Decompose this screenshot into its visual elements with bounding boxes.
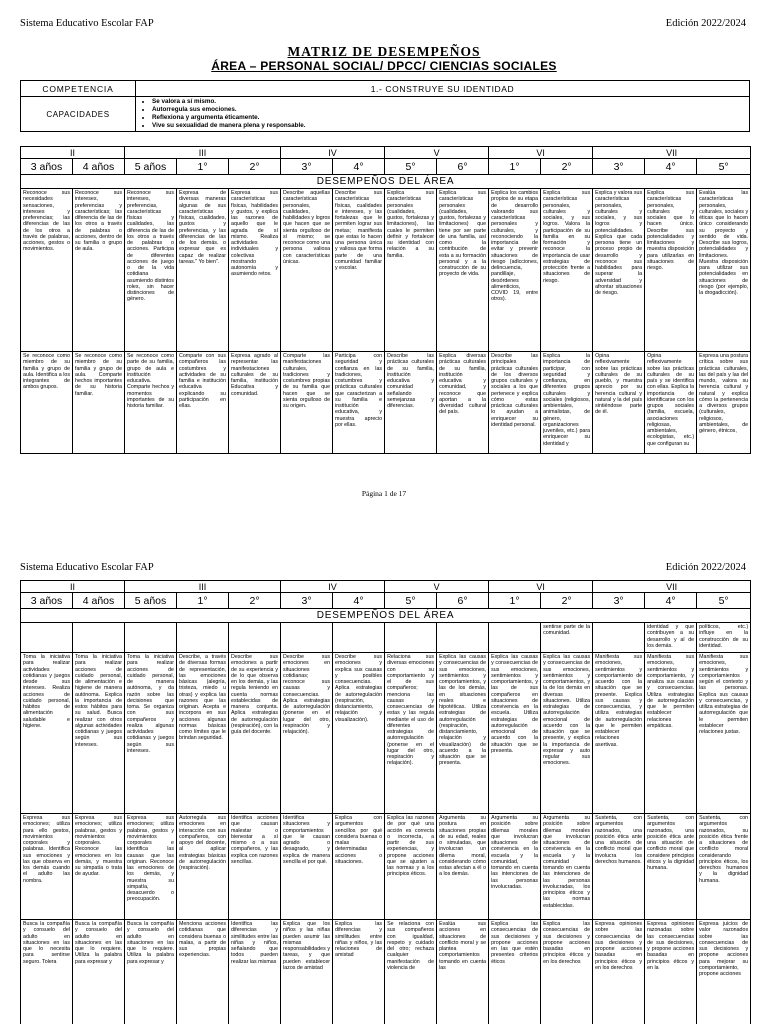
capacidad-item: • Se valora a sí mismo. <box>152 98 749 106</box>
table-cell: Autorregula sus emociones en interacción con sus compañeros, con apoyo del docente, al aplicar estrategias básicas de autorregulación (respiración). <box>177 814 229 920</box>
table-cell: Participa con seguridad y confianza en las tradiciones, costumbres y prácticas culturales que caracterizan a su familia e institución educativa, y muestra aprecio por ellas. <box>333 352 385 454</box>
level-ii: II <box>21 581 125 593</box>
table-cell <box>385 623 437 653</box>
grade-3-primaria: 3° <box>281 593 333 609</box>
table-row <box>21 623 751 653</box>
level-iii: III <box>125 581 281 593</box>
table-cell: Explica y valora sus características personales, culturales y sociales, y sus logros y potencialidades. Explica que cada persona tiene un proceso propio de desarrollo y reconoce sus habilidades para superar la adversidad y afrontar situaciones de riesgo. <box>593 189 645 352</box>
table-row <box>21 189 751 352</box>
competencia-value: 1.- CONSTRUYE SU IDENTIDAD <box>136 81 750 97</box>
header-institution: Sistema Educativo Escolar FAP <box>20 562 154 573</box>
table-row <box>21 352 751 454</box>
table-cell: Sustenta, con argumentos razonados, una posición ética ante una situación de conflicto moral que considere principios éticos y la dignidad humana. <box>645 814 697 920</box>
table-cell: Comparte las manifestaciones culturales, tradiciones y costumbres propias de su familia que hacen que se sienta orgulloso de su origen. <box>281 352 333 454</box>
grade-5-secundaria: 5° <box>697 593 751 609</box>
grade-5-anos: 5 años <box>125 593 177 609</box>
grade-4-primaria: 4° <box>333 593 385 609</box>
table-cell: Explica que los niños y las niñas pueden asumir las mismas responsabilidades y tareas, y que pueden establecer lazos de amistad <box>281 920 333 1024</box>
table-cell: Explica sus características personales, culturales y sociales, y sus logros. Valora la participación de su familia en su formación y reconoce la importancia de usar estrategias de protección frente a situaciones de riesgo. <box>541 189 593 352</box>
capacidad-item: • Reflexiona y argumenta éticamente. <box>152 114 749 122</box>
table-cell: Describe las principales prácticas culturales de los diversos grupos culturales y sociales a los que pertenece y explica cómo estas prácticas culturales lo ayudan a enriquecer su identidad personal. <box>489 352 541 454</box>
grade-header-row <box>21 593 751 609</box>
grade-4-secundaria: 4° <box>645 593 697 609</box>
page-number: Página 1 de 17 <box>361 489 407 498</box>
level-iv: IV <box>281 147 385 159</box>
area-header-row <box>21 609 751 623</box>
table-cell: Describe sus emociones y explica sus causas y posibles consecuencias. Aplica estrategias de autorregulación (respiración, distanciamiento, relajación y visualización). <box>333 653 385 814</box>
grade-1-secundaria: 1° <box>489 593 541 609</box>
grade-2-secundaria: 2° <box>541 159 593 175</box>
table-cell: Argumenta su posición sobre dilemas morales que involucran situaciones de convivencia en la escuela y la comunidad, tomando en cuenta las intenciones de las personas involucradas. <box>489 814 541 920</box>
grade-3-primaria: 3° <box>281 159 333 175</box>
table-cell: Se reconoce como miembro de su familia y grupo de aula. Comparte hechos importantes de su historia familiar. <box>73 352 125 454</box>
table-cell: Se reconoce como miembro de su familia y grupo de aula. Identifica a los integrantes de ambos grupos. <box>21 352 73 454</box>
grade-1-primaria: 1° <box>177 593 229 609</box>
table-row <box>21 814 751 920</box>
table-cell: Expresa juicios de valor razonados sobre las consecuencias de sus decisiones y propone acciones para mejorar su comportamiento, propone acciones <box>697 920 751 1024</box>
grade-3-secundaria: 3° <box>593 593 645 609</box>
grade-2-secundaria: 2° <box>541 593 593 609</box>
table-cell: Evalúa las características personales, culturales, sociales y éticas que lo hacen único considerando su proyecto y sentido de vida. Describe sus logros, potencialidades y limitaciones. Muestra disposición para utilizar sus potencialidades en situaciones de riesgo (por ejemplo, la drogadicción). <box>697 189 751 352</box>
table-cell: Expresa de diversas maneras algunas de sus características físicas, cualidades, gustos y preferencias, y las diferencias de las de los demás. o expresar que es capaz de realizar tareas." Yo bien". <box>177 189 229 352</box>
capacidades-cell <box>136 97 750 132</box>
capacidad-item: • Vive su sexualidad de manera plena y responsable. <box>152 122 749 130</box>
level-vi: VI <box>489 581 593 593</box>
table-cell: Identifica las diferencias y similitudes entre las niñas y niños, señalando que todos pueden realizar las mismas <box>229 920 281 1024</box>
grade-4-anos: 4 años <box>73 593 125 609</box>
table-cell <box>437 623 489 653</box>
table-cell: Identifica situaciones y comportamientos que le causan agrado o desagrado, y explica de manera sencilla el por qué. <box>281 814 333 920</box>
table-cell <box>73 623 125 653</box>
grade-4-secundaria: 4° <box>645 159 697 175</box>
grade-5-primaria: 5° <box>385 159 437 175</box>
table-cell: Explica las diferencias y similitudes entre niñas y niños, y las relaciones de amistad <box>333 920 385 1024</box>
table-cell: Expresa sus características físicas, habilidades y gustos, y explica las razones de aquello que le agrada de sí mismo. Realiza actividades individuales y colectivas mostrando autonomía y asumiendo retos. <box>229 189 281 352</box>
table-cell: Comparte con sus compañeros las costumbres y actividades de su familia e institución educativa explicando su participación en ellas. <box>177 352 229 454</box>
table-cell: Expresa sus emociones; utiliza palabras, gestos y movimientos corporales. Reconoce las emociones en los demás, y muestra su simpatía o trata de ayudar. <box>73 814 125 920</box>
grade-3-anos: 3 años <box>21 593 73 609</box>
page-2 <box>0 555 768 1024</box>
grade-4-anos: 4 años <box>73 159 125 175</box>
table-cell: Sustenta, con argumentos razonados, su posición ética frente a situaciones de conflicto moral considerando principios éticos, los derechos humanos y la dignidad humana. <box>697 814 751 920</box>
area-header-row <box>21 175 751 189</box>
table-cell: Explica las razones de por qué una acción es correcta o incorrecta, a partir de sus experiencias, y propone acciones que se ajusten a las normas y a los principios éticos. <box>385 814 437 920</box>
table-cell: Manifiesta sus emociones, sentimientos y comportamientos según el contexto y las personas. Explica sus causas y consecuencias, y utiliza estrategias de autorregulación que le permiten establecer relaciones justas. <box>697 653 751 814</box>
table-row <box>21 653 751 814</box>
grade-3-secundaria: 3° <box>593 159 645 175</box>
table-cell: Opina reflexivamente sobre las prácticas culturales de su pueblo, y muestra aprecio por su herencia cultural y natural y la del país sintiéndose parte de él. <box>593 352 645 454</box>
table-cell: Busca la compañía y consuelo del adulto en situaciones en las que lo requiere. Utiliza la palabra para expresar y <box>73 920 125 1024</box>
table-cell: identidad y que contribuyen a su desarrollo y al de los demás. <box>645 623 697 653</box>
table-cell: Describe, a través de diversas formas de representación, las emociones básicas (alegría, tristeza, miedo u otras) y explica las razones que las originan. Acepta e incorpora en sus acciones algunas normas básicas como límites que le brindan seguridad. <box>177 653 229 814</box>
level-vii: VII <box>593 147 751 159</box>
grade-6-primaria: 6° <box>437 159 489 175</box>
table-cell: Explica la importancia de participar, con seguridad y confianza, en diferentes grupos culturales y sociales (religiosos, ambientales, animalistas, de género, organizaciones juveniles, etc.) para enriquecer su identidad y <box>541 352 593 454</box>
table-cell: Expresa sus emociones; utiliza para ello gestos, movimientos corporales y palabras. Identifica sus emociones y las que observa en los demás cuando el adulto las nombra. <box>21 814 73 920</box>
table-cell: Manifiesta sus emociones, sentimientos y comportamiento, y analiza sus causas y consecuencias. Utiliza estrategias de autorregulación que le permiten establecer relaciones empáticas. <box>645 653 697 814</box>
level-v: V <box>385 147 489 159</box>
table-cell: Argumenta su postura en situaciones propias de su edad, reales o simuladas, que involucran un dilema moral, considerando cómo estas afectan a él o a los demás. <box>437 814 489 920</box>
table-cell: Explica sus características personales (cualidades, gustos, fortalezas y limitaciones), las cuales le permiten definir y fortalecer su identidad con relación a su familia. <box>385 189 437 352</box>
table-cell: Opina reflexivamente sobre las prácticas culturales de su país y se identifica con ellas. Explica la importancia de identificarse con los grupos sociales (familia, escuela, asociaciones religiosas, ambientales, ecologistas, etc.) que configuran su <box>645 352 697 454</box>
competencia-label: COMPETENCIA <box>21 81 136 97</box>
level-ii: II <box>21 147 125 159</box>
table-cell: Describe aquellas características personales, cualidades, habilidades y logros que hacen que se sienta orgulloso de sí mismo; se reconoce como una persona valiosa con características únicas. <box>281 189 333 352</box>
level-vii: VII <box>593 581 751 593</box>
table-cell: Expresa opiniones sobre las consecuencias de sus decisiones y propone acciones basadas en principios éticos y en los derechos <box>593 920 645 1024</box>
table-cell: Explica sus características personales, culturales y sociales que lo hacen único. Describe sus potencialidades y limitaciones y muestra disposición para utilizarlas en situaciones de riesgo. <box>645 189 697 352</box>
table-cell: Se reconoce como parte de su familia, grupo de aula e institución educativa. Comparte hechos y momentos importantes de su historia familiar. <box>125 352 177 454</box>
table-cell <box>125 623 177 653</box>
table-cell: Toma la iniciativa para realizar acciones de cuidado personal, de alimentación e higiene de manera autónoma. Explica la importancia de estos hábitos para su salud. Busca realizar con otros algunas actividades cotidianas y juegos según sus intereses. <box>73 653 125 814</box>
table-cell <box>177 623 229 653</box>
table-row <box>21 920 751 1024</box>
area-header: DESEMPEÑOS DEL ÁREA <box>21 609 751 623</box>
competencia-table <box>20 80 750 132</box>
grade-5-primaria: 5° <box>385 593 437 609</box>
table-cell: Explica las consecuencias de sus decisiones y propone acciones en las que estén presentes criterios éticos <box>489 920 541 1024</box>
grade-3-anos: 3 años <box>21 159 73 175</box>
level-iv: IV <box>281 581 385 593</box>
table-cell: Expresa sus emociones; utiliza palabras, gestos y movimientos corporales e identifica las causas que las originan. Reconoce las emociones de los demás, y muestra su simpatía, desacuerdo o preocupación. <box>125 814 177 920</box>
table-cell <box>21 623 73 653</box>
table-cell: Se relaciona con sus compañeros con igualdad, respeto y cuidado del otro; rechaza cualquier manifestación de violencia de <box>385 920 437 1024</box>
table-cell: Expresa opiniones razonadas sobre las consecuencias de sus decisiones, y propone acciones basadas en principios éticos y en la <box>645 920 697 1024</box>
table-cell: Explica los cambios propios de su etapa de desarrollo valorando sus características personales y culturales, y reconociendo la importancia de evitar y prevenir situaciones de riesgo (adicciones, delincuencia, pandillaje, desórdenes alimenticios, COVID 19, entre otros). <box>489 189 541 352</box>
table-cell <box>593 623 645 653</box>
table-cell <box>489 623 541 653</box>
grade-header-row <box>21 159 751 175</box>
document-subtitle: ÁREA – PERSONAL SOCIAL/ DPCC/ CIENCIAS SOCIALES <box>211 59 557 73</box>
table-cell: Manifiesta sus emociones, sentimientos y comportamiento de acuerdo con la situación que se presente. Explica sus causas y consecuencias, y utiliza estrategias de autorregulación que le permiten establecer relaciones asertivas. <box>593 653 645 814</box>
table-cell: Expresa agrado al representar las manifestaciones culturales de su familia, institución Educativa y comunidad. <box>229 352 281 454</box>
table-cell: Reconoce sus intereses, preferencias, características físicas y cualidades, las diferencia de las de los otros a través de palabras o acciones. Participa de diferentes acciones de juego o de la vida cotidiana asumiendo distintos roles, sin hacer distinciones de género. <box>125 189 177 352</box>
level-v: V <box>385 581 489 593</box>
level-header-row <box>21 581 751 593</box>
table-cell: Evalúa sus acciones en situaciones de conflicto moral y se plantea comportamientos tomando en cuenta las <box>437 920 489 1024</box>
grade-2-primaria: 2° <box>229 593 281 609</box>
competencia-row <box>21 81 750 97</box>
table-cell: políticos, etc.) influye en la construcción de su identidad. <box>697 623 751 653</box>
table-cell: Explica las consecuencias de sus decisiones y propone acciones basadas en principios éticos y en los derechos <box>541 920 593 1024</box>
header-institution: Sistema Educativo Escolar FAP <box>20 18 154 29</box>
header-edition: Edición 2022/2024 <box>665 18 746 29</box>
table-cell <box>333 623 385 653</box>
level-header-row <box>21 147 751 159</box>
desempenos-table-page2 <box>20 580 751 1024</box>
table-cell: Reconoce sus necesidades sensaciones, intereses y preferencias; las diferencias de las de los otros a través de palabras, acciones, gestos o movimientos. <box>21 189 73 352</box>
grade-5-anos: 5 años <box>125 159 177 175</box>
table-cell: Argumenta su posición sobre dilemas morales que involucran situaciones de convivencia en la escuela y la comunidad tomando en cuenta las intenciones de las personas involucradas, los principios éticos y las normas establecidas. <box>541 814 593 920</box>
table-cell: Explica las causas y consecuencias de sus emociones, sentimientos y comportamientos, y la de los demás en diversas situaciones. Utiliza estrategias de autorregulación emocional de acuerdo con la situación que se presente, y explica la importancia de expresar y auto regular sus emociones. <box>541 653 593 814</box>
grade-1-secundaria: 1° <box>489 159 541 175</box>
level-vi: VI <box>489 147 593 159</box>
table-cell: Expresa una postura crítica sobre sus prácticas culturales, las del país y las del mundo, valora su herencia cultural y natural y explica cómo la pertenencia a diversos grupos (culturales, religiosos, ambientales, de género, étnicos, <box>697 352 751 454</box>
document-title: MATRIZ DE DESEMPEÑOS <box>287 44 481 59</box>
capacidad-item: • Autorregula sus emociones. <box>152 106 749 114</box>
table-cell: Busca la compañía y consuelo del adulto en situaciones en las que lo necesita para sentirse seguro. Tolera <box>21 920 73 1024</box>
table-cell: Sustenta, con argumentos razonados, una posición ética ante una situación de conflicto moral que involucra los derechos humanos. <box>593 814 645 920</box>
table-cell: Explica con argumentos sencillos por qué considera buenas o malas determinadas acciones o situaciones. <box>333 814 385 920</box>
grade-5-secundaria: 5° <box>697 159 751 175</box>
grade-1-primaria: 1° <box>177 159 229 175</box>
table-cell: Menciona acciones cotidianas que considera buenas o malas, a partir de sus propias experiencias. <box>177 920 229 1024</box>
capacidades-row <box>21 97 750 132</box>
table-cell: Busca la compañía y consuelo del adulto en situaciones en las que lo requiere. Utiliza la palabra para expresar y <box>125 920 177 1024</box>
table-cell <box>281 623 333 653</box>
table-cell: Explica diversas prácticas culturales de su familia, institución educativa y comunidad, y reconoce que aportan a la diversidad cultural del país. <box>437 352 489 454</box>
grade-2-primaria: 2° <box>229 159 281 175</box>
header-edition: Edición 2022/2024 <box>665 562 746 573</box>
table-cell: Identifica acciones que causan malestar o bienestar a sí mismo o a sus compañeros, y las explica con razones sencillas. <box>229 814 281 920</box>
table-cell: Describe sus características físicas, cualidades e intereses, y las fortalezas que le permiten lograr sus metas; manifiesta que estas lo hacen una persona única y valiosa que forma parte de una comunidad familiar y escolar. <box>333 189 385 352</box>
grade-6-primaria: 6° <box>437 593 489 609</box>
table-cell: Toma la iniciativa para realizar acciones de cuidado personal, de manera autónoma, y da razón sobre las decisiones que toma. Se organiza con sus compañeros y realiza algunas actividades cotidianas y juegos según sus intereses. <box>125 653 177 814</box>
table-cell: Explica sus características personales (cualidades, gustos, fortalezas y limitaciones) que tiene por ser parte de una familia, así como la contribución de esta a su formación personal y a la construcción de su proyecto de vida. <box>437 189 489 352</box>
table-cell: Relaciona sus diversas emociones con su comportamiento y el de sus compañeros; menciona las causas y consecuencias de estas y las regula mediante el uso de diferentes estrategias de autorregulación (ponerse en el lugar del otro, respiración y relajación). <box>385 653 437 814</box>
area-header: DESEMPEÑOS DEL ÁREA <box>21 175 751 189</box>
level-iii: III <box>125 147 281 159</box>
table-cell: Toma la iniciativa para realizar actividades cotidianas y juegos desde sus intereses. Realiza acciones de cuidado personal, hábitos de alimentación saludable e higiene. <box>21 653 73 814</box>
table-cell: Explica las causas y consecuencias de sus emociones, sentimientos y comportamientos, y las de sus compañeros en situaciones de convivencia en la escuela. Utiliza estrategias de autorregulación emocional de acuerdo con la situación que se presenta. <box>489 653 541 814</box>
desempenos-table-page1 <box>20 146 751 454</box>
table-cell: Describe las prácticas culturales de su familia, institución educativa y comunidad señalando semejanzas y diferencias. <box>385 352 437 454</box>
grade-4-primaria: 4° <box>333 159 385 175</box>
table-cell: Describe sus emociones a partir de su experiencia y de lo que observa en los demás, y las regula teniendo en cuenta normas establecidas de manera conjunta. Aplica estrategias de autorregulación (respiración), con la guía del docente. <box>229 653 281 814</box>
capacidades-label: CAPACIDADES <box>21 97 136 132</box>
table-cell: Describe sus emociones en situaciones cotidianas; reconoce sus causas y consecuencias. Aplica estrategias de autorregulación (ponerse en el lugar del otro, respiración y relajación). <box>281 653 333 814</box>
page-gap <box>0 515 768 555</box>
table-cell: Reconoce sus intereses, preferencias y características; las diferencia de las de los otros a través de palabras o acciones, dentro de su familia o grupo de aula. <box>73 189 125 352</box>
table-cell <box>229 623 281 653</box>
capacidades-list <box>136 97 749 131</box>
table-cell: sentirse parte de la comunidad. <box>541 623 593 653</box>
table-cell: Explica las causas y consecuencias de sus emociones, sentimientos y comportamientos, y las de los demás, en situaciones reales e hipotéticas. Utiliza estrategias de autorregulación (respiración, distanciamiento, relajación y visualización) de acuerdo a la situación que se presenta. <box>437 653 489 814</box>
